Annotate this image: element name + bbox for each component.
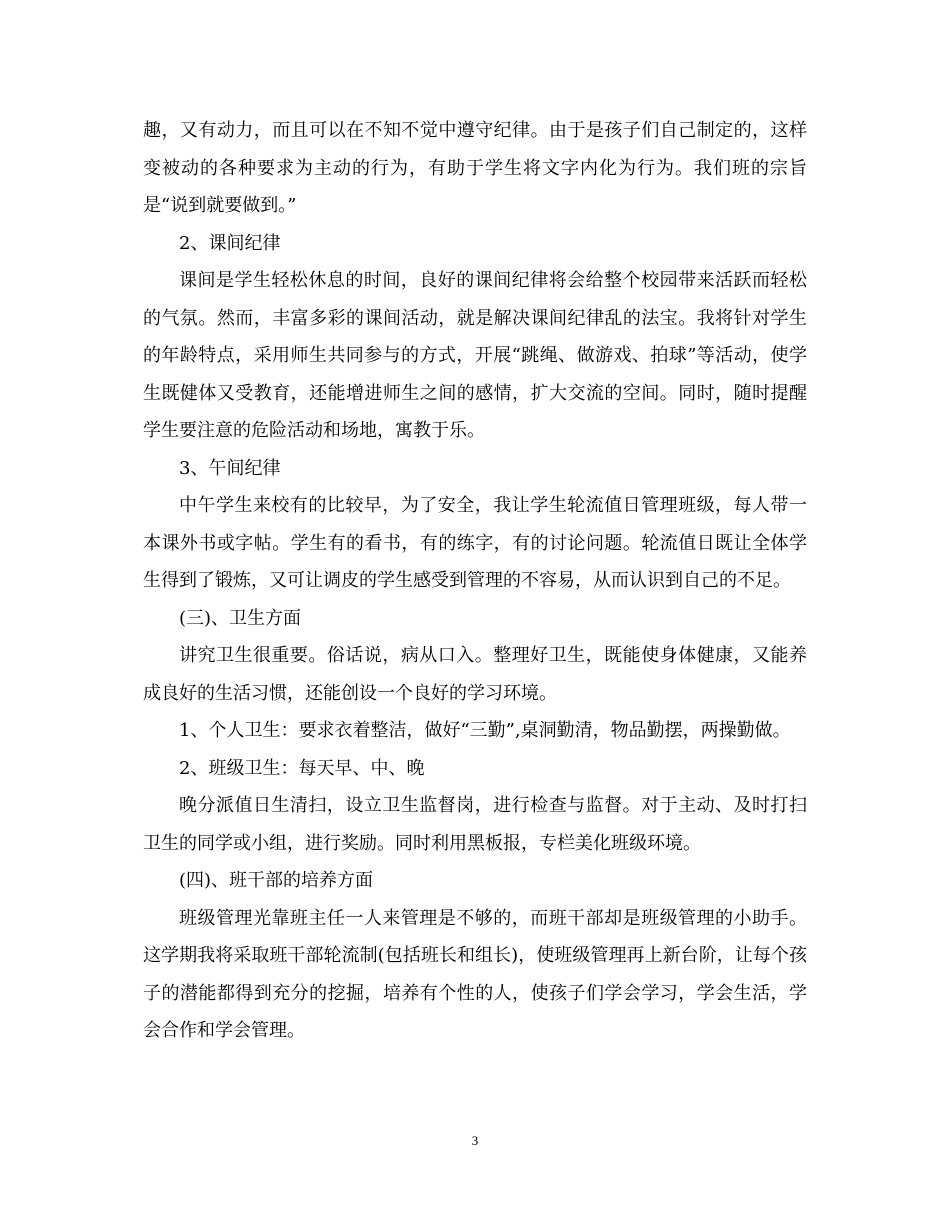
heading-hygiene: (三)、卫生方面 — [179, 607, 302, 629]
heading-class-cadres: (四)、班干部的培养方面 — [179, 870, 374, 891]
heading-noon-discipline: 3、午间纪律 — [179, 457, 281, 479]
paragraph-class-cadres: 班级管理光靠班主任一人来管理是不够的，而班干部却是班级管理的小助手。这学期我将采取班干部轮流制(包括班长和组长)，使班级管理再上新台阶，让每个孩子的潜能都得到充分的挖掘，培养有个性的人，使孩子们学会学习，学会生活，学会合作和学会管理。 — [143, 907, 807, 1041]
page-number: 3 — [471, 1133, 479, 1148]
paragraph-noon-discipline: 中午学生来校有的比较早，为了安全，我让学生轮流值日管理班级，每人带一本课外书或字帖。学生有的看书，有的练字，有的讨论问题。轮流值日既让全体学生得到了锻炼，又可让调皮的学生感受到管理的不容易，从而认识到自己的不足。 — [143, 495, 807, 591]
paragraph-break-discipline: 课间是学生轻松休息的时间，良好的课间纪律将会给整个校园带来活跃而轻松的气氛。然而，丰富多彩的课间活动，就是解决课间纪律乱的法宝。我将针对学生的年龄特点，采用师生共同参与的方式，开展“跳绳、做游戏、拍球”等活动，使学生既健体又受教育，还能增进师生之间的感情，扩大交流的空间。同时，随时提醒学生要注意的危险活动和场地，寓教于乐。 — [143, 270, 807, 441]
paragraph-class-hygiene-detail: 晚分派值日生清扫，设立卫生监督岗，进行检查与监督。对于主动、及时打扫卫生的同学或小组，进行奖励。同时利用黑板报，专栏美化班级环境。 — [143, 795, 807, 854]
paragraph-continuation: 趣，又有动力，而且可以在不知不觉中遵守纪律。由于是孩子们自己制定的，这样变被动的各种要求为主动的行为，有助于学生将文字内化为行为。我们班的宗旨是“说到就要做到。” — [143, 120, 807, 216]
paragraph-hygiene-intro: 讲究卫生很重要。俗话说，病从口入。整理好卫生，既能使身体健康，又能养成良好的生活习惯，还能创设一个良好的学习环境。 — [143, 645, 807, 704]
heading-break-discipline: 2、课间纪律 — [179, 232, 281, 254]
document-body — [143, 112, 807, 1050]
paragraph-personal-hygiene: 1、个人卫生：要求衣着整洁，做好“三勤”,桌洞勤清，物品勤摆，两操勤做。 — [179, 720, 791, 741]
paragraph-class-hygiene: 2、班级卫生：每天早、中、晚 — [179, 757, 425, 779]
